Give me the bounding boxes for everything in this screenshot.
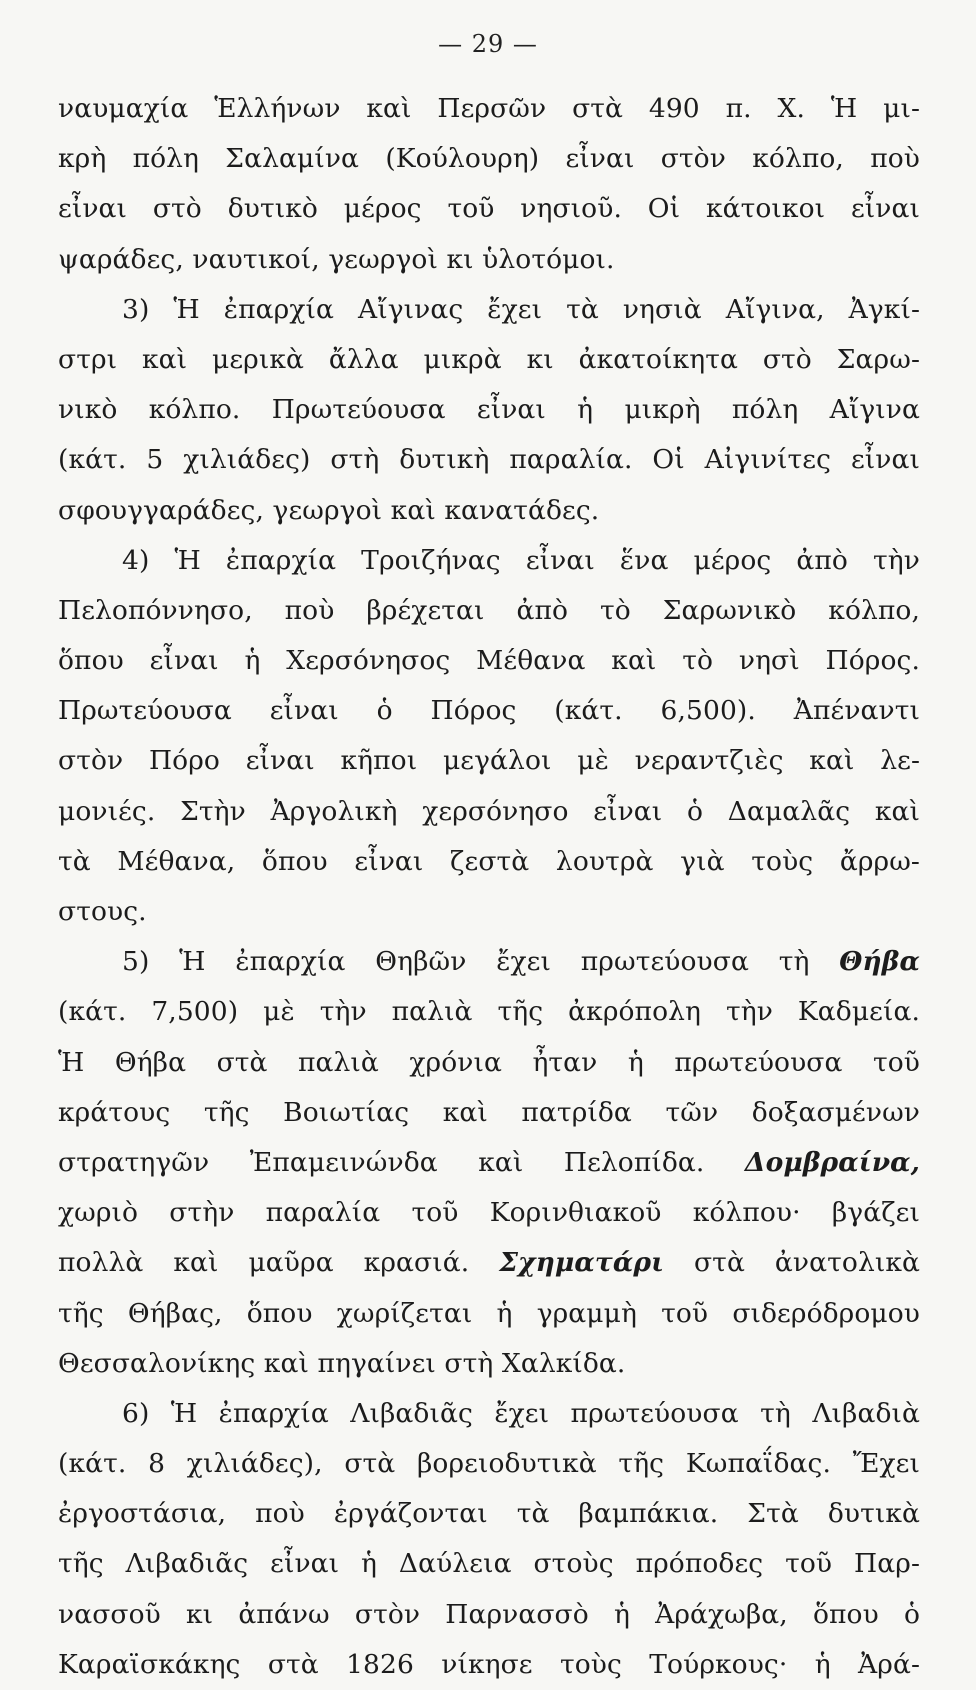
emphasized-place-name: Σχηματάρι: [499, 1247, 664, 1279]
text-line: κράτους τῆς Βοιωτίας καὶ πατρίδα τῶν δοξασμένων: [58, 1096, 920, 1128]
body-text: [58, 84, 920, 1690]
text-line: 6) Ἡ ἐπαρχία Λιβαδιᾶς ἔχει πρωτεύουσα τὴ Λιβαδιὰ: [122, 1397, 920, 1429]
text-line: στὸν Πόρο εἶναι κῆποι μεγάλοι μὲ νεραντζιὲς καὶ λε-: [58, 745, 920, 777]
text-line: κρὴ πόλη Σαλαμίνα (Κούλουρη) εἶναι στὸν κόλπο, ποὺ: [58, 143, 920, 175]
text-line: ὅπου εἶναι ἡ Χερσόνησος Μέθανα καὶ τὸ νησὶ Πόρος.: [58, 645, 920, 677]
text-line: πολλὰ καὶ μαῦρα κρασιά. Σχηματάρι στὰ ἀνατολικὰ: [58, 1247, 920, 1279]
text-line: Πρωτεύουσα εἶναι ὁ Πόρος (κάτ. 6,500). Ἀπέναντι: [58, 695, 920, 727]
emphasized-place-name: Δομβραίνα,: [744, 1146, 920, 1178]
text-line: χωριὸ στὴν παραλία τοῦ Κορινθιακοῦ κόλπου· βγάζει: [58, 1197, 920, 1229]
text-line: ψαράδες, ναυτικοί, γεωργοὶ κι ὑλοτόμοι.: [58, 243, 615, 275]
text-line: τὰ Μέθανα, ὅπου εἶναι ζεστὰ λουτρὰ γιὰ τοὺς ἄρρω-: [58, 845, 920, 877]
text-line: ναυμαχία Ἑλλήνων καὶ Περσῶν στὰ 490 π. Χ. Ἡ μι-: [58, 93, 920, 124]
text-line: νασσοῦ κι ἀπάνω στὸν Παρνασσὸ ἡ Ἀράχωβα, ὅπου ὁ: [58, 1598, 920, 1630]
text-line: στους.: [58, 896, 147, 927]
text-line: 4) Ἡ ἐπαρχία Τροιζήνας εἶναι ἕνα μέρος ἀπὸ τὴν: [122, 544, 920, 576]
text-line: σφουγγαράδες, γεωργοὶ καὶ κανατάδες.: [58, 494, 600, 526]
text-line: στρατηγῶν Ἐπαμεινώνδα καὶ Πελοπίδα. Δομβραίνα,: [58, 1146, 920, 1178]
text-line: ἐργοστάσια, ποὺ ἐργάζονται τὰ βαμπάκια. Στὰ δυτικὰ: [58, 1498, 920, 1530]
text-line: 5) Ἡ ἐπαρχία Θηβῶν ἔχει πρωτεύουσα τὴ Θήβα: [122, 946, 920, 978]
text-line: Πελοπόννησο, ποὺ βρέχεται ἀπὸ τὸ Σαρωνικὸ κόλπο,: [58, 594, 920, 626]
text-line: νικὸ κόλπο. Πρωτεύουσα εἶναι ἡ μικρὴ πόλη Αἴγινα: [58, 394, 920, 426]
text-line: Ἡ Θήβα στὰ παλιὰ χρόνια ἦταν ἡ πρωτεύουσα τοῦ: [58, 1046, 920, 1078]
text-line: στρι καὶ μερικὰ ἄλλα μικρὰ κι ἀκατοίκητα στὸ Σαρω-: [58, 343, 920, 375]
text-line: τῆς Θήβας, ὅπου χωρίζεται ἡ γραμμὴ τοῦ σιδερόδρομου: [58, 1297, 920, 1329]
text-line: (κάτ. 8 χιλιάδες), στὰ βορειοδυτικὰ τῆς Κωπαΐδας. Ἔχει: [58, 1448, 920, 1480]
text-line: Καραϊσκάκης στὰ 1826 νίκησε τοὺς Τούρκους· ἡ Ἀρά-: [58, 1648, 920, 1680]
text-line: (κάτ. 5 χιλιάδες) στὴ δυτικὴ παραλία. Οἱ Αἰγινίτες εἶναι: [58, 444, 920, 476]
text-line: εἶναι στὸ δυτικὸ μέρος τοῦ νησιοῦ. Οἱ κάτοικοι εἶναι: [58, 193, 920, 225]
text-line: 3) Ἡ ἐπαρχία Αἴγινας ἔχει τὰ νησιὰ Αἴγινα, Ἀγκί-: [122, 293, 920, 325]
text-line: τῆς Λιβαδιᾶς εἶναι ἡ Δαύλεια στοὺς πρόποδες τοῦ Παρ-: [58, 1548, 920, 1580]
text-line: Θεσσαλονίκης καὶ πηγαίνει στὴ Χαλκίδα.: [58, 1347, 626, 1379]
text-line: (κάτ. 7,500) μὲ τὴν παλιὰ τῆς ἀκρόπολη τὴν Καδμεία.: [58, 996, 920, 1028]
emphasized-place-name: Θήβα: [839, 946, 920, 978]
page-number: — 29 —: [438, 30, 538, 58]
text-line: μονιές. Στὴν Ἀργολικὴ χερσόνησο εἶναι ὁ Δαμαλᾶς καὶ: [58, 795, 920, 827]
